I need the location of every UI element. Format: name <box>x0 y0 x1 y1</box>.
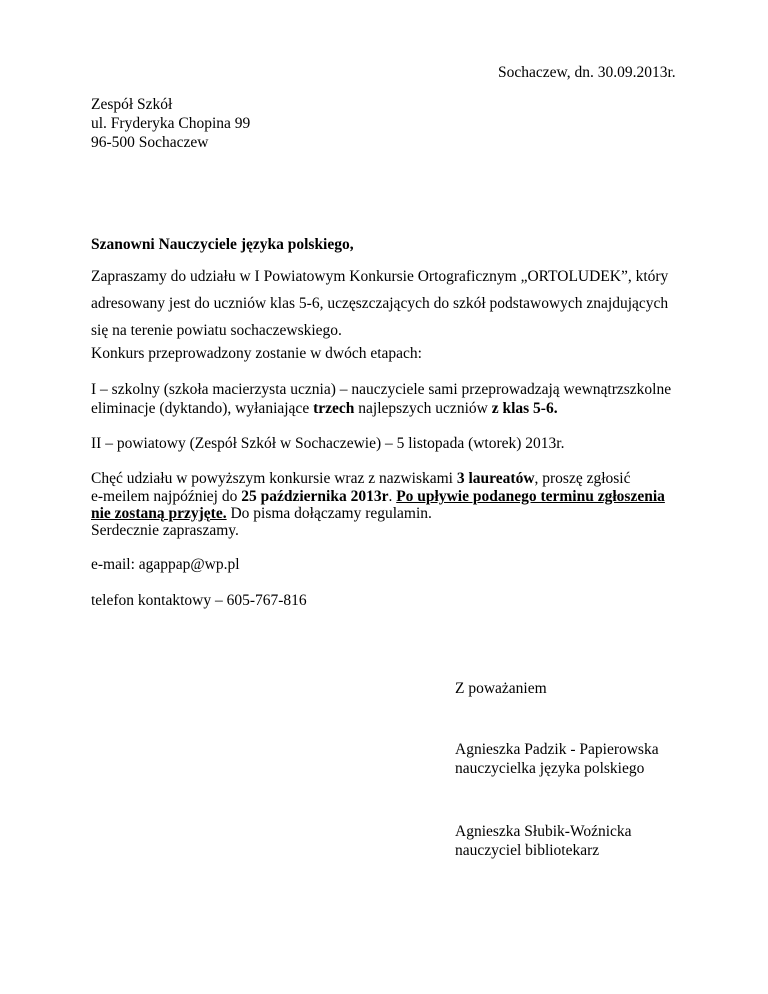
signature-1-name: Agnieszka Padzik - Papierowska <box>455 741 659 758</box>
details-warning-a: Po upływie podanego terminu zgłoszenia <box>396 488 665 505</box>
details-text-c: e-meilem najpóźniej do <box>91 488 242 505</box>
contact-phone: telefon kontaktowy – 605-767-816 <box>91 592 307 609</box>
details-warning-b: nie zostaną przyjęte. <box>91 505 227 522</box>
signature-1-role: nauczycielka języka polskiego <box>455 760 645 777</box>
details-line-1 <box>91 470 631 488</box>
intro-line-1: Zapraszamy do udziału w I Powiatowym Konkursie Ortograficznym „ORTOLUDEK”, który <box>91 268 669 285</box>
salutation-text: Szanowni Nauczyciele języka polskiego, <box>91 236 354 253</box>
stage-2-paragraph: II – powiatowy (Zespół Szkół w Sochaczewie) – 5 listopada (wtorek) 2013r. <box>91 435 565 452</box>
details-text-a: Chęć udziału w powyższym konkursie wraz z nazwiskami <box>91 470 457 487</box>
intro-line-2: adresowany jest do uczniów klas 5-6, uczęszczających do szkół podstawowych znajdujących <box>91 295 669 312</box>
details-text-b: , proszę zgłosić <box>534 470 631 487</box>
details-line-3 <box>91 505 432 523</box>
sender-city: 96-500 Sochaczew <box>91 134 209 151</box>
stage-1-bold-classes: z klas 5-6. <box>491 400 558 417</box>
stage-1-line-2 <box>91 400 558 418</box>
details-text-dot: . <box>388 488 397 505</box>
intro-line-3: się na terenie powiatu sochaczewskiego. <box>91 322 342 339</box>
salutation <box>91 236 354 254</box>
details-bold-deadline: 25 października 2013r <box>241 488 389 505</box>
closing: Z poważaniem <box>455 680 547 697</box>
stage-1-line-1: I – szkolny (szkoła macierzysta ucznia) – nauczyciele sami przeprowadzają wewnątrzszkolne <box>91 381 672 398</box>
sender-street: ul. Fryderyka Chopina 99 <box>91 115 251 132</box>
details-text-d: Do pisma dołączamy regulamin. <box>226 505 432 522</box>
date-line: Sochaczew, dn. 30.09.2013r. <box>498 64 676 81</box>
contact-email: e-mail: agappap@wp.pl <box>91 556 240 573</box>
details-line-4: Serdecznie zapraszamy. <box>91 522 239 539</box>
signature-2-name: Agnieszka Słubik-Woźnicka <box>455 823 632 840</box>
intro-line-4: Konkurs przeprowadzony zostanie w dwóch etapach: <box>91 345 422 362</box>
details-bold-laureates: 3 laureatów <box>456 470 535 487</box>
stage-1-text-b: najlepszych uczniów <box>354 400 492 417</box>
details-line-2 <box>91 488 665 506</box>
stage-1-text-a: eliminacje (dyktando), wyłaniające <box>91 400 314 417</box>
signature-2-role: nauczyciel bibliotekarz <box>455 842 600 859</box>
stage-1-bold-count: trzech <box>313 400 355 417</box>
sender-name: Zespół Szkół <box>91 96 173 113</box>
